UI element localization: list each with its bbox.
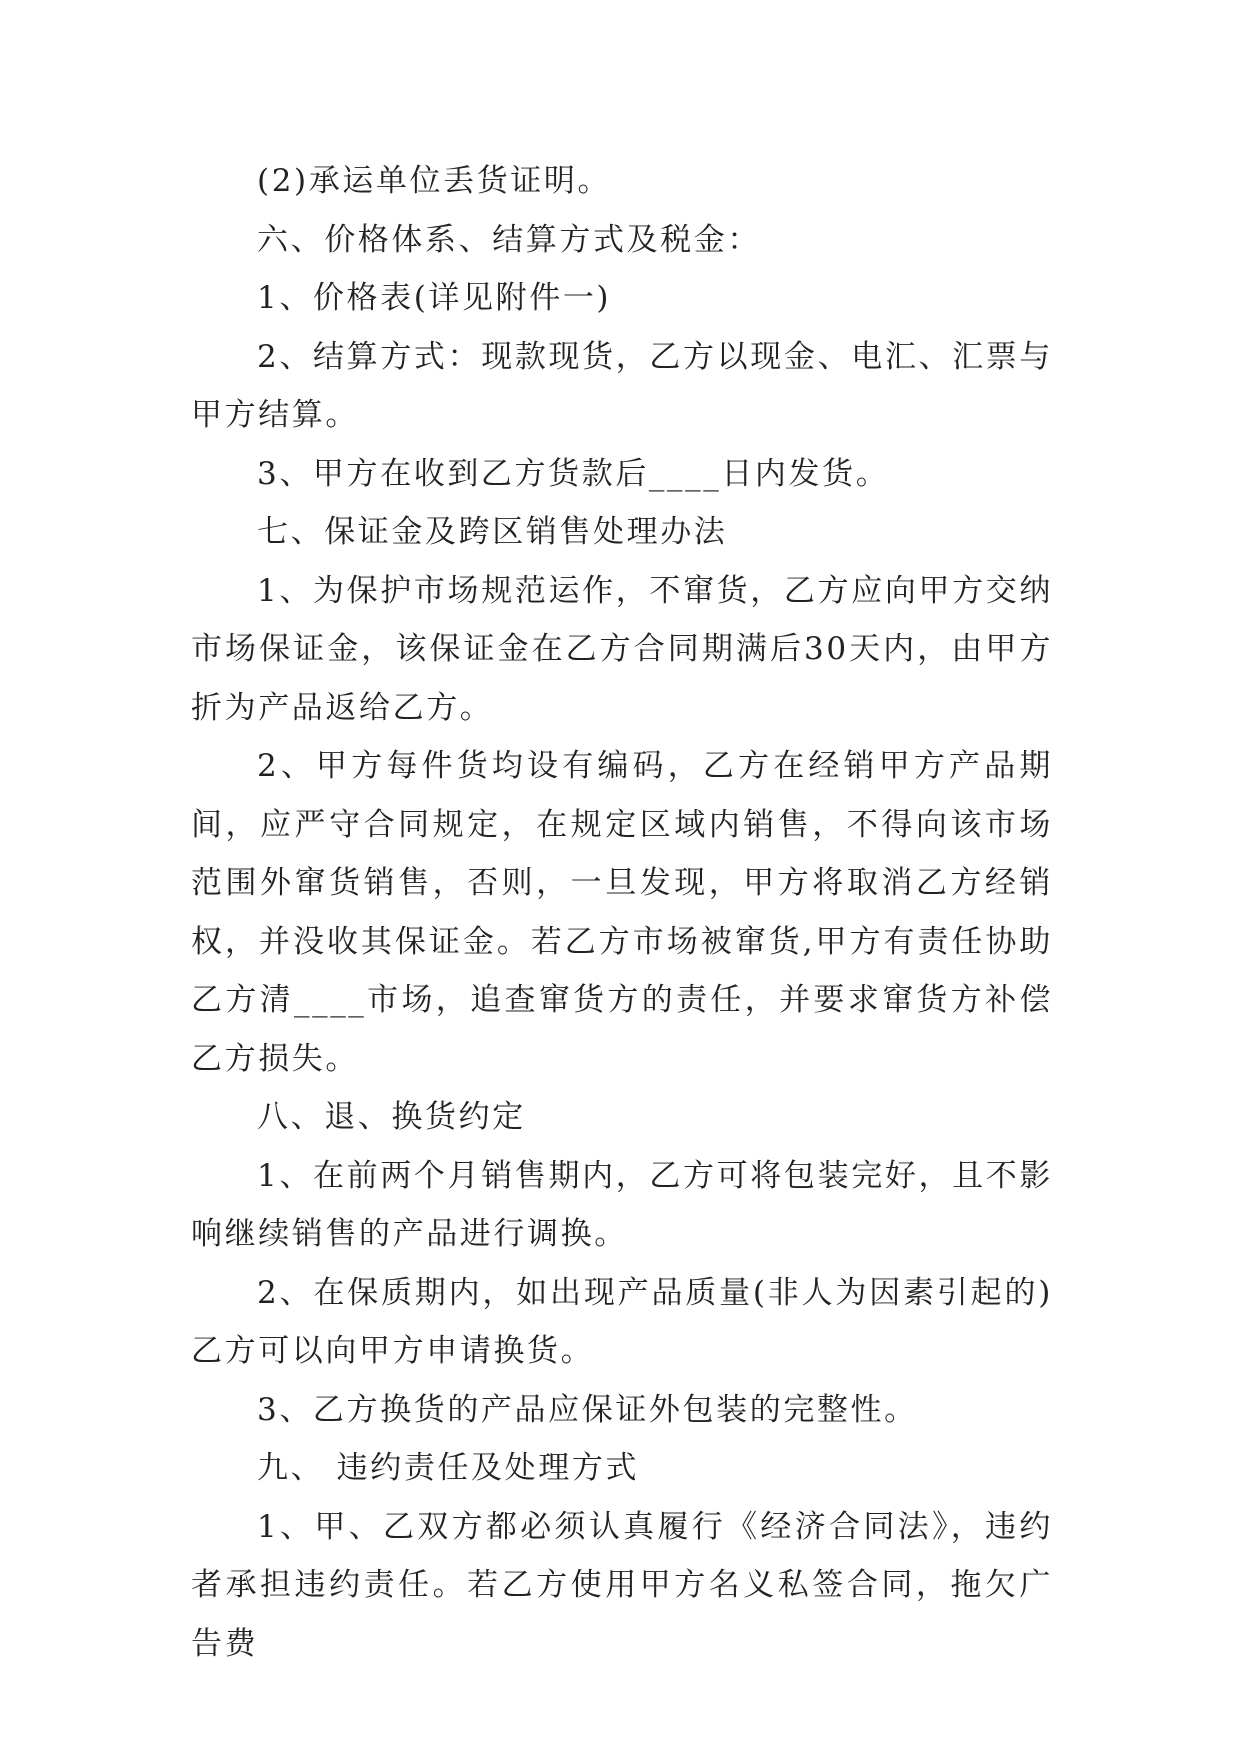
paragraph-packaging-integrity: 3、乙方换货的产品应保证外包装的完整性。 xyxy=(257,1391,918,1428)
paragraph-price-list: 1、价格表(详见附件一) xyxy=(257,280,612,316)
paragraph-breach-liability: 1、甲、乙双方都必须认真履行《经济合同法》，违约者承担违约责任。若乙方使用甲方名义私签合同，拖欠广告费 xyxy=(191,1508,1053,1662)
section-heading-pricing: 六、价格体系、结算方式及税金： xyxy=(257,221,761,258)
section-heading-liability: 九、 违约责任及处理方式 xyxy=(257,1450,640,1486)
document-body xyxy=(191,152,1053,1673)
section-heading-deposit: 七、保证金及跨区销售处理办法 xyxy=(257,514,728,550)
paragraph-market-deposit: 1、为保护市场规范运作，不窜货，乙方应向甲方交纳市场保证金，该保证金在乙方合同期满后30天内，由甲方折为产品返给乙方。 xyxy=(191,572,1053,726)
paragraph-delivery-time: 3、甲方在收到乙方货款后____日内发货。 xyxy=(257,455,890,492)
paragraph-settlement-method: 2、结算方式：现款现货，乙方以现金、电汇、汇票与甲方结算。 xyxy=(191,338,1053,433)
paragraph-exchange-period: 1、在前两个月销售期内，乙方可将包装完好，且不影响继续销售的产品进行调换。 xyxy=(191,1157,1053,1252)
paragraph-quality-exchange: 2、在保质期内，如出现产品质量(非人为因素引起的)乙方可以向甲方申请换货。 xyxy=(191,1274,1053,1369)
section-heading-returns: 八、退、换货约定 xyxy=(257,1099,526,1135)
paragraph-lost-goods-proof: (2)承运单位丢货证明。 xyxy=(257,163,612,199)
paragraph-cross-region-sales: 2、甲方每件货均设有编码，乙方在经销甲方产品期间，应严守合同规定，在规定区域内销售，不得向该市场范围外窜货销售，否则，一旦发现，甲方将取消乙方经销权，并没收其保证金。若乙方市场被窜货,甲方有责任协助乙方清____市场，追查窜货方的责任，并要求窜货方补偿乙方损失。 xyxy=(191,748,1053,1077)
